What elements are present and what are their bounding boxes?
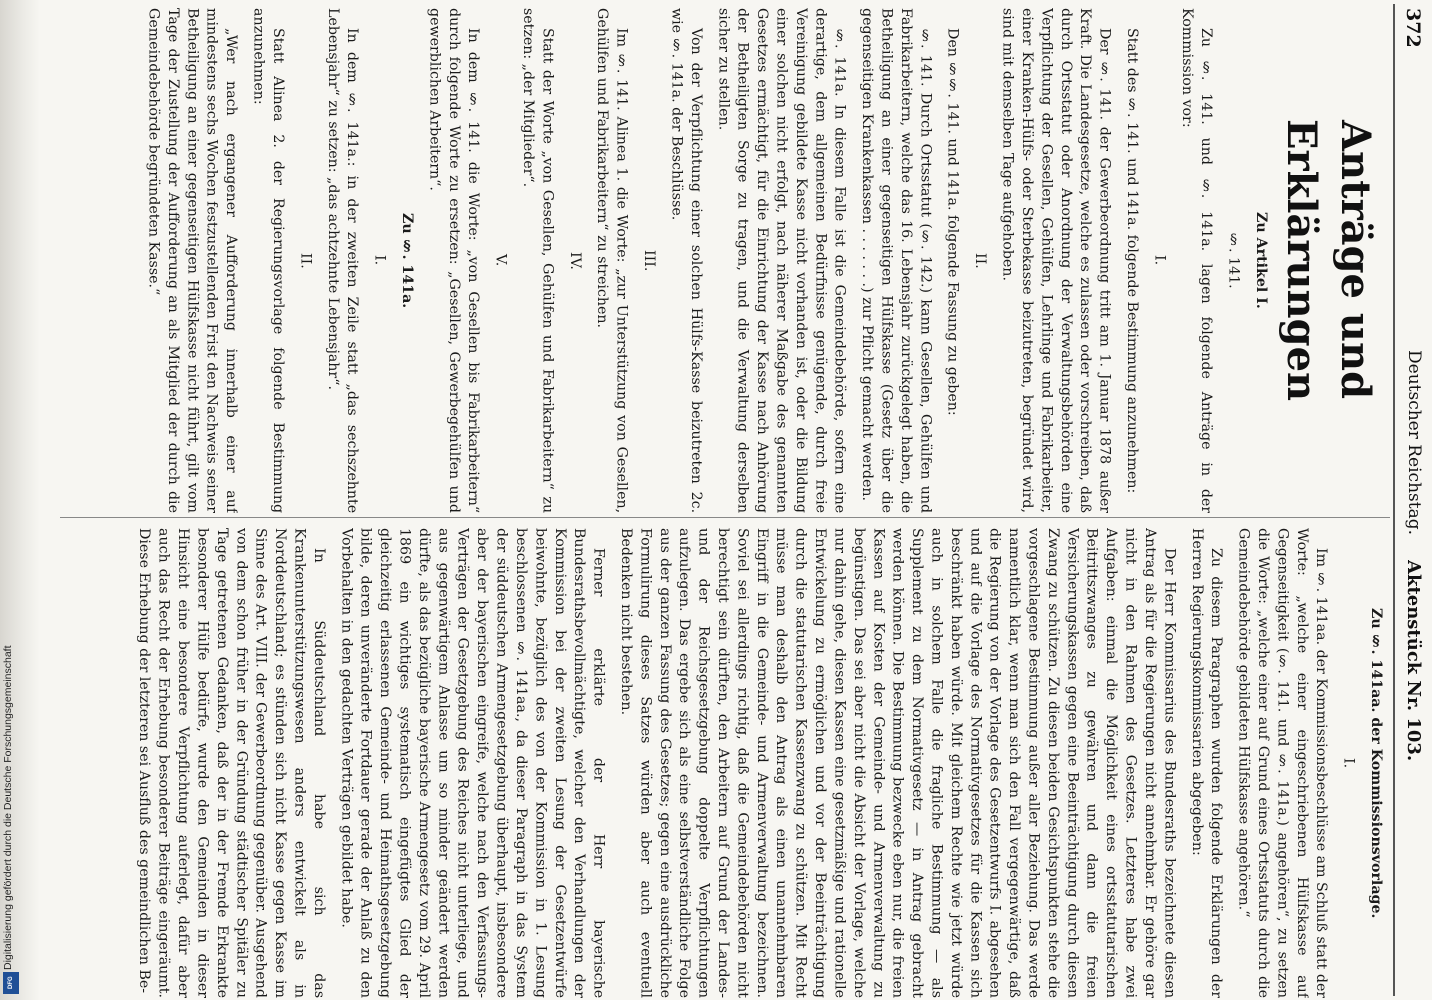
paragraph: Zu §. 141. und §. 141a. lagen folgende Anträge in der Kommission vor: bbox=[1178, 8, 1215, 513]
paragraph: Statt der Worte „von Gesellen, Gehülfen und Fabrikarbeitern“ zu setzen: „der Mitglieder“. bbox=[520, 8, 556, 513]
paragraph: In Süddeutschland habe sich das Krankenunterstützungswesen anders entwickelt als in Norddeutschland; es stünden sich nicht Kasse gegen Kasse im Sinne des Art. VIII. der Gewerbeordnung gegenüber. Ausgehend von dem schon früher in der Gründung städtischer Spitäler zu Tage getretenen Gedanken, daß der in der Fremde Erkrankte besonderer Hülfe bedürfe, wurde den Gemeinden in dieser Hinsicht eine besondere Verpflichtung auferlegt, dafür aber auch das Recht der Erhebung besonderer Beiträge eingeräumt. Diese Erhebung der letzteren sei Ausfluß des gemeindlichen Be- bbox=[136, 528, 327, 998]
paragraph: In dem §. 141. die Worte: „von Gesellen bis Fabrikarbeitern“ durch folgende Worte zu ersetzen: „Gesellen, Gewerbegehülfen und gewerblichen Arbeitern“. bbox=[426, 8, 482, 513]
section-number: I. bbox=[371, 255, 388, 266]
document-number: Aktenstück Nr. 103. bbox=[1403, 560, 1424, 762]
paragraph: §. 141a. In diesem Falle ist die Gemeindebehörde, sofern eine derartige, dem allgemeinen Bedürfnisse genügende, durch freie Vereinigung gebildete Kasse nicht vorhanden ist, oder die Bildung einer solchen nicht erfolgt, nach näherer Maßgabe des genannten Gesetzes ermächtigt, für die Einrichtung der Kasse nach Anhörung der Betheiligten Sorge zu tragen, und die Verwaltung derselben sicher zu stellen. bbox=[715, 8, 848, 513]
paragraph: Im §. 141aa. der Kommissionsbeschlüsse am Schluß statt der Worte: „welche einer eingeschriebenen Hülfskasse auf Gegenseitigkeit (§. 141. und §. 141a.) angehören“, zu setzen die Worte: „welche einer auf Grund eines Ortsstatuts durch die Gemeindebehörde gebildeten Hülfskasse angehören.“ bbox=[1235, 528, 1330, 998]
paragraph: In dem §. 141a.: in der zweiten Zeile statt „das sechszehnte Lebensjahr“ zu setzen: „das achtzehnte Lebensjahr“. bbox=[324, 8, 361, 513]
section-number: I. bbox=[1340, 757, 1357, 769]
section-number: V. bbox=[492, 254, 509, 267]
section-number: II. bbox=[972, 252, 989, 269]
paragraph: Im §. 141. Alinea 1. die Worte: „zur Unterstützung von Gesellen, Gehülfen und Fabrikarbeitern“ zu streichen. bbox=[594, 8, 630, 513]
paragraph: Von der Verpflichtung einer solchen Hülfs-Kasse beizutreten 2c. wie §. 141a. der Beschlüsse. bbox=[668, 8, 704, 513]
digitization-credit: Digitalisierung gefördert durch die Deutsche Forschungsgemeinschaft bbox=[2, 645, 14, 970]
paragraph: Zu diesem Paragraphen wurden folgende Erklärungen der Herren Regierungskommissarien abgegeben: bbox=[1188, 528, 1225, 998]
dfg-logo: DFG bbox=[3, 972, 19, 994]
section-number: IV. bbox=[566, 251, 583, 270]
section-heading: Zu Artikel I. bbox=[1253, 212, 1269, 309]
paragraph: Der §. 141. der Gewerbeordnung tritt am 1. Januar 1878 außer Kraft. Die Landesgesetze, welche es zulassen oder vorschreiben, daß durch Ortsstatut oder Anordnung der Verwaltungsbehörden eine Verpflichtung der Gesellen, Gehülfen, Lehrlinge und Fabrikarbeiter, einer Kranken-Hülfs- oder Sterbekasse beizutreten, begründet wird, sind mit demselben Tage aufgehoben. bbox=[999, 8, 1113, 513]
section-number: II. bbox=[297, 252, 314, 269]
title-der bbox=[1272, 10, 1274, 510]
left-text-column bbox=[40, 8, 1270, 513]
right-text-column bbox=[60, 528, 1385, 998]
page-number: 372 bbox=[1402, 8, 1424, 48]
paragraph: Statt Alinea 2. der Regierungsvorlage folgende Bestimmung anzunehmen: bbox=[250, 8, 286, 513]
section-heading: Zu §. 141aa. der Kommissionsvorlage. bbox=[1368, 607, 1384, 919]
paragraph: §. 141. Durch Ortsstatut (§. 142.) kann Gesellen, Gehülfen und Fabrikarbeitern, welche das 16. Lebensjahr zurückgelegt haben, die Betheiligung an einer gegenseitigen Hülfskasse (Gesetz über die gegenseitigen Krankenkassen . . . . . . .) zur Pflicht gemacht werden. bbox=[859, 8, 934, 513]
section-number: I. bbox=[1151, 255, 1168, 266]
running-title: Deutscher Reichstag. bbox=[1404, 350, 1424, 535]
section-number: §. 141. bbox=[1225, 232, 1242, 289]
column-divider bbox=[60, 517, 1390, 518]
paragraph: Der Herr Kommissarius des Bundesraths bezeichnete diesen Antrag als für die Regierungen nicht annehmbar. Er gehöre gar nicht in den Rahmen des Gesetzes. Letzteres habe zwei Aufgaben: einmal die Möglichkeit eines ortsstatutarischen Beitrittszwanges zu gewähren und dann die freien Versicherungskassen gegen eine Beeinträchtigung durch diesen Zwang zu schützen. Zu diesen beiden Gesichtspunkten stehe die vorgeschlagene Bestimmung außer aller Beziehung. Das werde namentlich klar, wenn man sich den Fall vergegenwärtige, daß die Regierung von der Vorlage des Gesetzentwurfs I. abgesehen und auf die Vorlage des Normativgesetzes für die Kassen sich beschränkt haben würde. Mit gleichem Rechte wie jetzt würde auch in solchem Falle die fragliche Bestimmung — als Supplement zu dem Normativgesetz — in Antrag gebracht werden können. Die Bestimmung bezwecke eben nur, die freien Kassen auf Kosten der Gemeinde- und Armenverwaltung zu begünstigen. Das sei aber nicht die Absicht der Vorlage, welche nur dahin gehe, diesen Kassen eine gesetzmäßige und rationelle Entwickelung zu ermöglichen und vor der Beeinträchtigung durch die statutarischen Kassenzwang zu schützen. Mit Recht müsse man deshalb den Antrag als einen unannehmbaren Eingriff in die Gemeinde- und Armenverwaltung bezeichnen. Soviel sei allerdings richtig, daß die Gemeindebehörden nicht berechtigt sein dürften, den Arbeitern auf Grund der Landes- und der Reichsgesetzgebung doppelte Verpflichtungen aufzulegen. Das ergebe sich als eine selbstverständliche Folge aus der ganzen Fassung des Gesetzes; gegen eine ausdrückliche Formulirung dieses Satzes würden aber auch eventuell Bedenken nicht bestehen. bbox=[617, 528, 1178, 998]
title-main: Anträge und Erklärungen bbox=[1278, 118, 1379, 402]
paragraph: Ferner erklärte der Herr bayerische Bundesrathsbevollmächtigte, welcher den Verhandlungen der Kommission bei der zweiten Lesung der Gesetzentwürfe beiwohnte, bezüglich des von der Kommission in 1. Lesung beschlossenen §. 141aa., da dieser Paragraph in das System der süddeutschen Armengesetzgebung überhaupt, insbesondere aber der bayerischen eingreife, welche nach den Verfassungs-Verträgen der Gesetzgebung des Reiches nicht unterliege, und aus gegenwärtigem Anlasse um so minder geändert werden dürfte, als das bezügliche bayerische Armengesetz vom 29. April 1869 ein wichtiges systematisch eingefügtes Glied der gleichzeitig erlassenen Gemeinde- und Heimathsgesetzgebung bilde, deren unveränderte Fortdauer gerade der Anlaß zu den Vorbehalten in den gedachten Verträgen gebildet habe. bbox=[338, 528, 607, 998]
page-title bbox=[1272, 10, 1382, 510]
paragraph: Statt des §. 141. und 141a. folgende Bestimmung anzunehmen: bbox=[1123, 27, 1140, 494]
section-number: III. bbox=[641, 249, 658, 272]
paragraph: „Wer nach ergangener Aufforderung innerhalb einer auf mindestens sechs Wochen festzustellenden Frist den Nachweis seiner Betheiligung an einer gegenseitigen Hülfskasse nicht führt, gilt vom Tage der Zustellung der Aufforderung an als Mitglied der durch die Gemeindebehörde begründeten Kasse.“ bbox=[145, 8, 240, 513]
section-heading: Zu §. 141a. bbox=[398, 212, 415, 309]
paragraph: Den §§. 141. und 141a. folgende Fassung zu geben: bbox=[944, 27, 961, 416]
header-rule bbox=[1393, 4, 1395, 996]
